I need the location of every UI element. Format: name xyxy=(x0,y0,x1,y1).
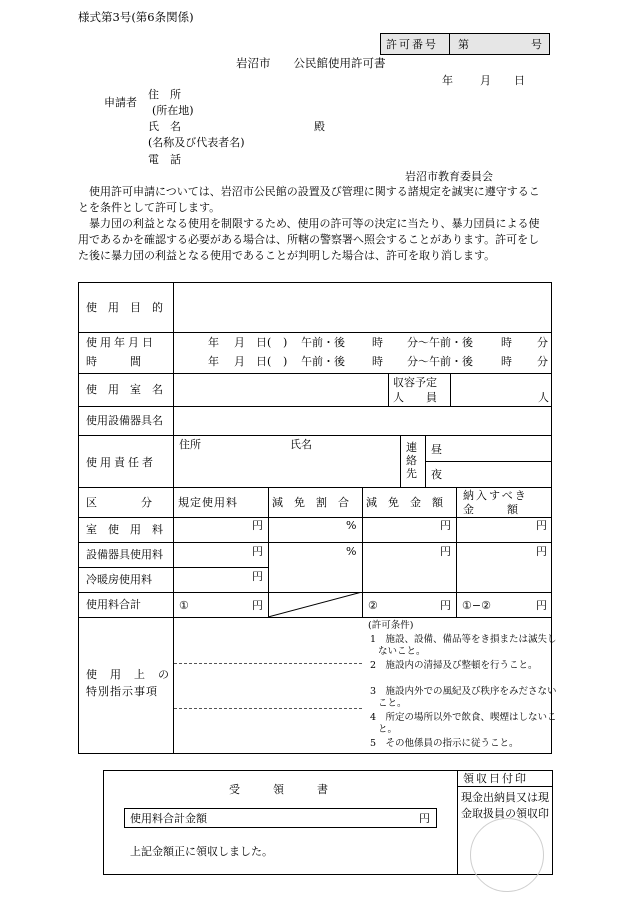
diagonal-line xyxy=(268,592,362,617)
row-equipment-fee: 設備器具使用料 xyxy=(86,548,163,561)
cashier-stamp-label: 現金出納員又は現金取扱員の領収印 xyxy=(461,791,549,820)
capacity-label-1: 収容予定 xyxy=(393,376,437,389)
address-sub: (所在地) xyxy=(152,104,194,117)
honorific: 殿 xyxy=(314,120,325,133)
condition-3: 3 施設内外での風紀及び秩序をみださないこと。 xyxy=(370,686,557,709)
special-label-1: 使 用 上 の xyxy=(86,668,170,681)
room-label: 使 用 室 名 xyxy=(86,383,163,396)
date-month: 月 xyxy=(480,74,491,87)
yen-6: 円 xyxy=(536,545,547,558)
responsible-label: 使用責任者 xyxy=(86,456,156,469)
contact-night: 夜 xyxy=(431,468,442,481)
yen-4: 円 xyxy=(252,545,263,558)
equipment-label: 使用設備器具名 xyxy=(86,414,163,427)
diff-label: ①−② xyxy=(462,599,491,612)
yen-10: 円 xyxy=(536,599,547,612)
percent-2: % xyxy=(346,545,357,558)
header-payable-2: 金 額 xyxy=(463,503,518,516)
receipt-yen: 円 xyxy=(419,812,430,825)
paragraph-2: 暴力団の利益となる使用を制限するため、使用の許可等の決定に当たり、暴力団員による使用であるかを確認する必要がある場合は、所轄の警察署へ照会することがあります。許可をした後に暴力団の利益となる使用であることが判明した場合は、許可を取り消します。 xyxy=(78,217,540,262)
header-fee: 規定使用料 xyxy=(178,496,238,509)
row-total-fee: 使用料合計 xyxy=(86,598,141,611)
time-label: 時 間 xyxy=(86,355,141,368)
conditions-title: (許可条件) xyxy=(368,620,414,631)
condition-4: 4 所定の場所以外で飲食、喫煙はしないこと。 xyxy=(370,712,557,735)
issuer: 岩沼市教育委員会 xyxy=(405,170,493,183)
contact-char-1: 連 xyxy=(406,441,417,454)
purpose-label: 使 用 目 的 xyxy=(86,301,163,314)
resp-name-label: 氏名 xyxy=(290,438,312,451)
person-unit: 人 xyxy=(538,391,549,404)
name-sub: (名称及び代表者名) xyxy=(148,136,245,149)
yen-1: 円 xyxy=(252,519,263,532)
yen-8: 円 xyxy=(252,599,263,612)
contact-char-2: 絡 xyxy=(406,454,417,467)
yen-5: 円 xyxy=(440,545,451,558)
percent-1: % xyxy=(346,519,357,532)
contact-day: 昼 xyxy=(431,443,442,456)
applicant-label: 申請者 xyxy=(104,96,137,109)
resp-address-label: 住所 xyxy=(179,438,201,451)
condition-1: 1 施設、設備、備品等をき損または滅失しないこと。 xyxy=(370,634,557,657)
receipt-statement: 上記金額正に領収しました。 xyxy=(130,845,273,858)
date-year: 年 xyxy=(442,74,453,87)
header-reduction-rate: 減 免 割 合 xyxy=(272,496,349,509)
condition-2: 2 施設内の清掃及び整頓を行うこと。 xyxy=(370,660,538,671)
date-label: 使用年月日 xyxy=(86,336,156,349)
permit-table xyxy=(78,282,552,754)
circle-2: ② xyxy=(368,599,378,612)
date-day: 日 xyxy=(514,74,525,87)
header-reduction-amount: 減 免 金 額 xyxy=(366,496,443,509)
address-label: 住 所 xyxy=(148,88,181,101)
header-payable-1: 納入すべき xyxy=(463,489,528,502)
receipt-total-label: 使用料合計金額 xyxy=(130,812,207,825)
header-category: 区 分 xyxy=(86,496,152,509)
contact-char-3: 先 xyxy=(406,467,417,480)
permit-number-suffix: 号 xyxy=(531,38,542,51)
capacity-label-2: 人 員 xyxy=(393,391,437,404)
yen-2: 円 xyxy=(440,519,451,532)
date-stamp-label: 領収日付印 xyxy=(463,772,528,785)
permit-number-label: 許可番号 xyxy=(386,38,438,51)
yen-3: 円 xyxy=(536,519,547,532)
receipt-title: 受 領 書 xyxy=(229,783,328,796)
circle-1: ① xyxy=(179,599,189,612)
yen-7: 円 xyxy=(252,570,263,583)
row-room-fee: 室 使 用 料 xyxy=(86,523,163,536)
name-label: 氏 名 xyxy=(148,120,181,133)
condition-5: 5 その他係員の指示に従うこと。 xyxy=(370,738,519,749)
page-title: 岩沼市 公民館使用許可書 xyxy=(236,56,386,70)
paragraph-1: 使用許可申請については、岩沼市公民館の設置及び管理に関する諸規定を誠実に遵守することを条件として許可します。 xyxy=(78,185,540,214)
permit-number-prefix: 第 xyxy=(458,38,469,51)
phone-label: 電 話 xyxy=(148,153,181,166)
form-number: 様式第3号(第6条関係) xyxy=(78,10,194,24)
row-aircon-fee: 冷暖房使用料 xyxy=(86,573,152,586)
stamp-circle xyxy=(470,818,544,892)
yen-9: 円 xyxy=(440,599,451,612)
special-label-2: 特別指示事項 xyxy=(86,685,158,698)
